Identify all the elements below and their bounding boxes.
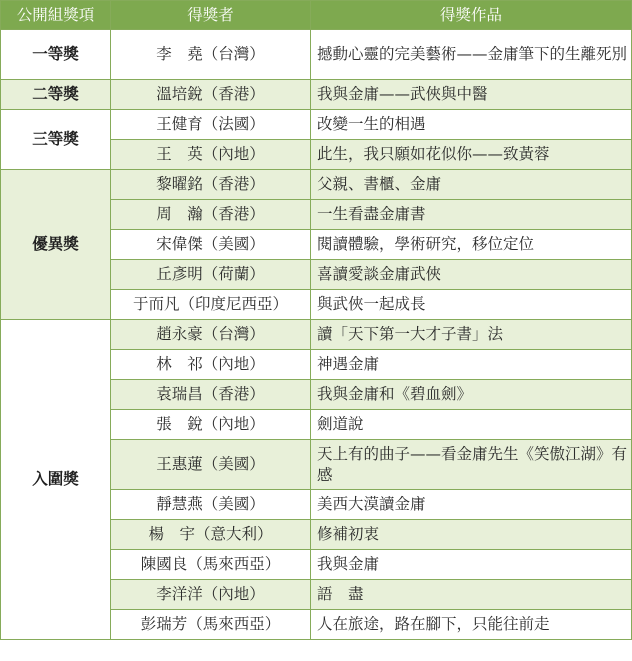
header-category: 公開組獎項 bbox=[1, 1, 111, 30]
winning-work: 我與金庸和《碧血劍》 bbox=[311, 380, 632, 410]
winner-name: 宋偉傑（美國） bbox=[111, 230, 311, 260]
header-row bbox=[1, 1, 632, 30]
winner-name: 丘彥明（荷蘭） bbox=[111, 260, 311, 290]
winning-work: 喜讀愛談金庸武俠 bbox=[311, 260, 632, 290]
winning-work: 人在旅途，路在腳下，只能往前走 bbox=[311, 610, 632, 640]
table-row bbox=[1, 30, 632, 80]
winning-work: 一生看盡金庸書 bbox=[311, 200, 632, 230]
winner-name: 張 銳（內地） bbox=[111, 410, 311, 440]
winner-name: 李洋洋（內地） bbox=[111, 580, 311, 610]
award-category: 入圍獎 bbox=[1, 320, 111, 640]
table-row bbox=[1, 80, 632, 110]
winning-work: 此生，我只願如花似你——致黃蓉 bbox=[311, 140, 632, 170]
winning-work: 讀「天下第一大才子書」法 bbox=[311, 320, 632, 350]
winner-name: 李 堯（台灣） bbox=[111, 30, 311, 80]
award-category: 一等獎 bbox=[1, 30, 111, 80]
winning-work: 修補初衷 bbox=[311, 520, 632, 550]
award-category: 優異獎 bbox=[1, 170, 111, 320]
winning-work: 改變一生的相遇 bbox=[311, 110, 632, 140]
table-row bbox=[1, 110, 632, 140]
winning-work: 撼動心靈的完美藝術——金庸筆下的生離死別 bbox=[311, 30, 632, 80]
winning-work: 閱讀體驗，學術研究，移位定位 bbox=[311, 230, 632, 260]
winning-work: 我與金庸——武俠與中醫 bbox=[311, 80, 632, 110]
winner-name: 彭瑞芳（馬來西亞） bbox=[111, 610, 311, 640]
table-row bbox=[1, 320, 632, 350]
winner-name: 于而凡（印度尼西亞） bbox=[111, 290, 311, 320]
winning-work: 父親、書櫃、金庸 bbox=[311, 170, 632, 200]
winning-work: 與武俠一起成長 bbox=[311, 290, 632, 320]
table-row bbox=[1, 170, 632, 200]
winner-name: 王惠蓮（美國） bbox=[111, 440, 311, 490]
winner-name: 靜慧燕（美國） bbox=[111, 490, 311, 520]
winner-name: 周 瀚（香港） bbox=[111, 200, 311, 230]
winner-name: 林 祁（內地） bbox=[111, 350, 311, 380]
award-category: 三等獎 bbox=[1, 110, 111, 170]
winning-work: 神遇金庸 bbox=[311, 350, 632, 380]
winning-work: 劍道說 bbox=[311, 410, 632, 440]
winner-name: 趙永豪（台灣） bbox=[111, 320, 311, 350]
winner-name: 陳國良（馬來西亞） bbox=[111, 550, 311, 580]
winning-work: 天上有的曲子——看金庸先生《笑傲江湖》有感 bbox=[311, 440, 632, 490]
winning-work: 我與金庸 bbox=[311, 550, 632, 580]
award-category: 二等獎 bbox=[1, 80, 111, 110]
winner-name: 袁瑞昌（香港） bbox=[111, 380, 311, 410]
header-winner: 得獎者 bbox=[111, 1, 311, 30]
header-work: 得獎作品 bbox=[311, 1, 632, 30]
winner-name: 溫培銳（香港） bbox=[111, 80, 311, 110]
winning-work: 語 盡 bbox=[311, 580, 632, 610]
awards-table-body bbox=[1, 30, 632, 640]
winner-name: 楊 宇（意大利） bbox=[111, 520, 311, 550]
winning-work: 美西大漠讀金庸 bbox=[311, 490, 632, 520]
winner-name: 王健育（法國） bbox=[111, 110, 311, 140]
winner-name: 王 英（內地） bbox=[111, 140, 311, 170]
winner-name: 黎曜銘（香港） bbox=[111, 170, 311, 200]
